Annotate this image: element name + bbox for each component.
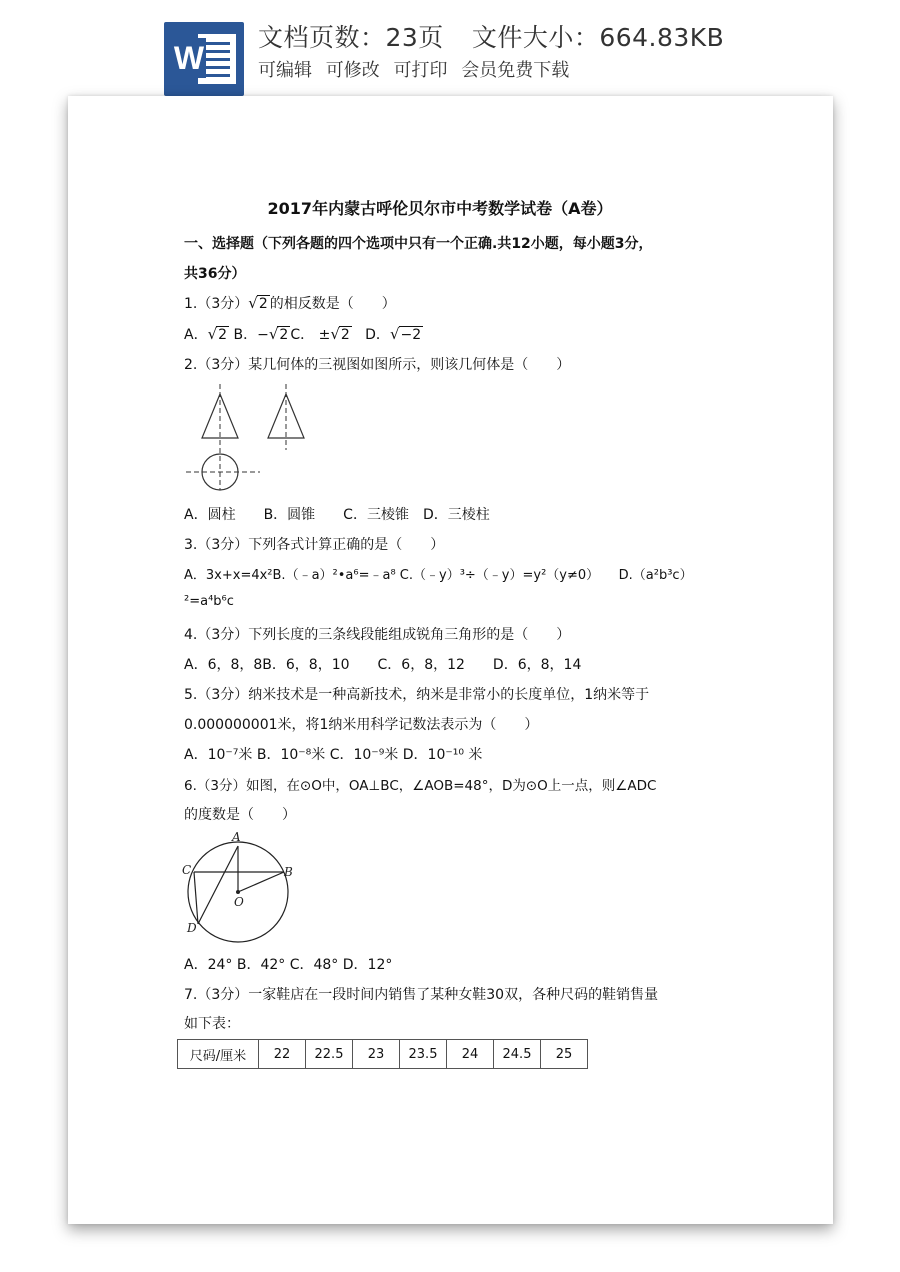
question-5-stem-cont: 0.000000001米，将1纳米用科学记数法表示为（ ）	[184, 717, 539, 733]
document-title: 2017年内蒙古呼伦贝尔市中考数学试卷（A卷）	[267, 199, 613, 218]
q1-b-rad: 2	[279, 327, 289, 343]
feature-modifiable: 可修改	[325, 60, 380, 81]
label-d: D	[187, 921, 197, 935]
q1-a-rad: 2	[218, 327, 228, 343]
file-size: 文件大小：664.83KB	[471, 23, 725, 52]
table-cell: 22.5	[306, 1040, 353, 1069]
question-6-stem: 6.（3分）如图，在⊙O中，OA⊥BC，∠AOB=48°，D为⊙O上一点，则∠ADC	[184, 778, 657, 794]
q1-suffix: 的相反数是（ ）	[269, 296, 396, 312]
question-7-stem-cont: 如下表：	[184, 1016, 240, 1032]
shoe-size-table	[177, 1039, 588, 1069]
q1-radicand: 2	[258, 296, 268, 312]
q1-d-label: D．	[365, 327, 390, 343]
q1-b-label: B．	[233, 327, 258, 343]
feature-list	[258, 56, 577, 82]
q1-d-rad: −2	[400, 327, 422, 343]
question-4-stem: 4.（3分）下列长度的三条线段能组成锐角三角形的是（ ）	[184, 627, 571, 643]
question-2-stem: 2.（3分）某几何体的三视图如图所示，则该几何体是（ ）	[184, 357, 571, 373]
table-cell: 24.5	[494, 1040, 541, 1069]
download-banner	[0, 0, 900, 100]
question-4-options: A．6，8，8B．6，8，10 C．6，8，12 D．6，8，14	[184, 657, 582, 673]
label-a: A	[232, 830, 241, 844]
question-5-options: A．10⁻⁷米 B．10⁻⁸米 C．10⁻⁹米 D．10⁻¹⁰ 米	[184, 747, 483, 763]
question-2-options: A．圆柱 B．圆锥 C．三棱锥 D．三棱柱	[184, 507, 490, 523]
file-meta	[258, 18, 724, 54]
question-7-stem: 7.（3分）一家鞋店在一段时间内销售了某种女鞋30双，各种尺码的鞋销售量	[184, 987, 659, 1003]
word-letter: W	[173, 40, 205, 76]
question-5-stem: 5.（3分）纳米技术是一种高新技术，纳米是非常小的长度单位，1纳米等于	[184, 687, 650, 703]
page-count: 文档页数：23页	[258, 23, 444, 52]
table-cell: 25	[541, 1040, 588, 1069]
table-cell: 22	[259, 1040, 306, 1069]
label-c: C	[182, 863, 192, 877]
three-view-figure	[184, 382, 314, 497]
question-1-options: A．√2 B．−√2 C． ±√2 D．√−2	[184, 325, 422, 343]
q1-c-label: C．	[290, 327, 315, 343]
question-3-stem: 3.（3分）下列各式计算正确的是（ ）	[184, 537, 445, 553]
table-row	[178, 1040, 588, 1069]
feature-printable: 可打印	[393, 60, 448, 81]
question-3-options: A．3x+x=4x²B.（﹣a）²•a⁶=﹣a⁸ C.（﹣y）³÷（﹣y）=y²（y≠0） D.（a²b³c）	[184, 568, 693, 583]
question-1-stem: 1.（3分）√2 的相反数是（ ）	[184, 294, 396, 312]
q1-c-prefix: ±	[318, 327, 331, 343]
feature-member-download: 会员免费下载	[461, 60, 570, 81]
label-o: O	[234, 895, 244, 909]
table-cell: 24	[447, 1040, 494, 1069]
table-cell: 23	[353, 1040, 400, 1069]
word-doc-icon	[164, 22, 244, 96]
q1-c-rad: 2	[340, 327, 350, 343]
q1-prefix: 1.（3分）	[184, 296, 249, 312]
question-6-stem-cont: 的度数是（ ）	[184, 807, 296, 823]
q1-b-prefix: −	[257, 327, 269, 343]
table-header-cell: 尺码/厘米	[178, 1040, 259, 1069]
table-cell: 23.5	[400, 1040, 447, 1069]
question-6-options: A．24° B．42° C．48° D．12°	[184, 957, 393, 973]
section-heading-cont: 共36分）	[184, 266, 246, 282]
circle-geometry-figure	[180, 828, 300, 946]
feature-editable: 可编辑	[258, 60, 312, 81]
section-heading: 一、选择题（下列各题的四个选项中只有一个正确.共12小题，每小题3分，	[184, 236, 653, 252]
label-b: B	[284, 865, 293, 879]
question-3-options-cont: ²=a⁴b⁶c	[184, 594, 234, 609]
q1-a-label: A．	[184, 327, 208, 343]
